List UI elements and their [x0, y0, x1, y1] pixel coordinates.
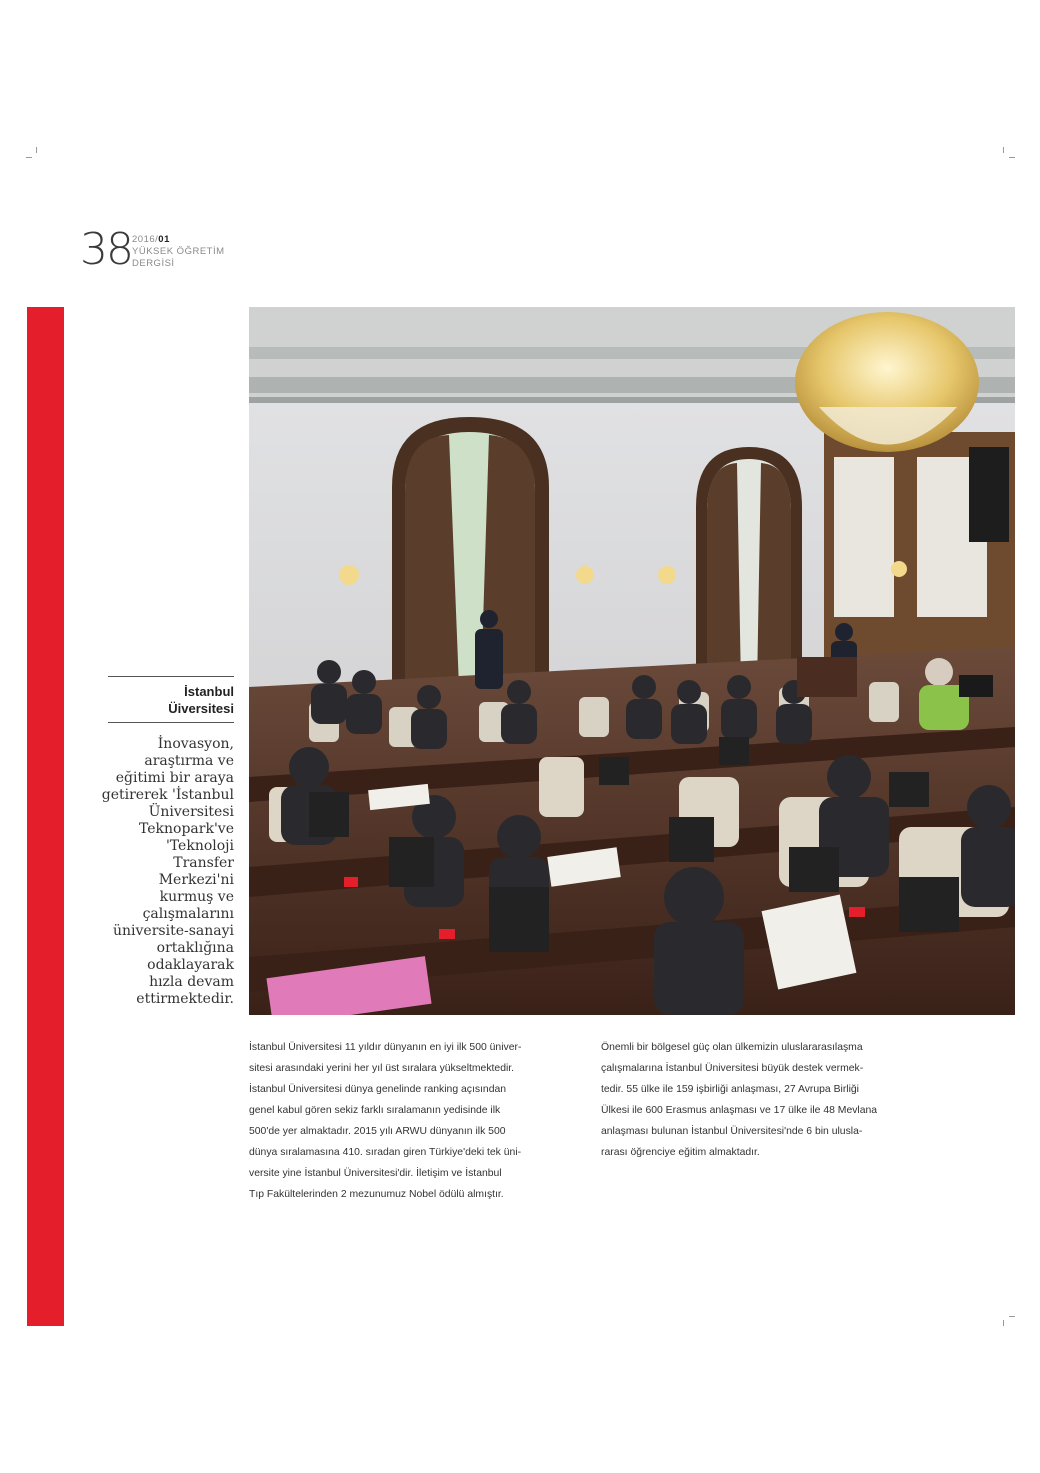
sidebar-quote-line: getirerek 'İstanbul — [101, 787, 234, 803]
body-line: genel kabul gören sekiz farklı sıralamanın yedisinde ilk — [249, 1105, 501, 1116]
body-line: versite yine İstanbul Üniversitesi'dir. İletişim ve İstanbul — [249, 1168, 502, 1179]
body-line: dünya sıralamasına 410. sıradan giren Türkiye'deki tek üni- — [249, 1147, 522, 1158]
sidebar-quote-line: Merkezi'ni — [158, 872, 234, 888]
sidebar-quote-line: çalışmalarını — [142, 906, 234, 922]
camera-operator — [925, 658, 953, 686]
sidebar-quote-line: araştırma ve — [144, 753, 234, 769]
body-column-left — [249, 1037, 569, 1205]
sidebar-quote-line: ettirmektedir. — [136, 991, 234, 1007]
sidebar-quote-line: kurmuş ve — [159, 889, 234, 905]
body-line: tedir. 55 ülke ile 159 işbirliği anlaşması, 27 Avrupa Birliği — [601, 1084, 859, 1095]
issue-block — [132, 234, 225, 270]
red-side-band — [27, 307, 64, 1326]
curtain — [757, 463, 791, 687]
magazine-subtitle: DERGİSİ — [132, 258, 175, 269]
magazine-name: YÜKSEK ÖĞRETİM — [132, 246, 225, 257]
sidebar-quote-line: 'Teknoloji — [165, 838, 234, 854]
padded-panel — [834, 457, 894, 617]
sidebar-quote-line: Teknopark've — [139, 821, 234, 837]
body-line: anlaşması bulunan İstanbul Üniversitesi'nde 6 bin ulusla- — [601, 1126, 863, 1137]
speaker — [969, 447, 1009, 542]
crop-mark — [26, 157, 32, 158]
wall-sconce — [891, 561, 907, 577]
crop-mark — [1009, 157, 1015, 158]
sidebar-title-line: İstanbul — [184, 684, 234, 699]
wall-sconce — [339, 565, 359, 585]
issue-line — [132, 234, 225, 246]
sidebar-quote-line: üniversite-sanayi — [113, 923, 234, 939]
body-column-right — [601, 1037, 921, 1163]
issue-number: 01 — [158, 234, 170, 245]
photo-illustration — [249, 307, 1015, 1015]
video-camera — [959, 675, 993, 697]
crop-mark — [1003, 1320, 1004, 1326]
sidebar-quote-line: Transfer — [173, 855, 234, 871]
sidebar-quote-line: odaklayarak — [147, 957, 234, 973]
body-line: rarası öğrenciye eğitim almaktadır. — [601, 1147, 760, 1158]
conference-hall-photo — [249, 307, 1015, 1015]
page-number: 38 — [80, 224, 132, 275]
issue-year: 2016/ — [132, 234, 159, 245]
sidebar-quote-line: İnovasyon, — [157, 736, 234, 752]
sidebar-rule — [108, 676, 234, 677]
body-line: çalışmalarına İstanbul Üniversitesi büyük destek vermek- — [601, 1063, 864, 1074]
wall-sconce — [576, 566, 594, 584]
crop-mark — [1003, 147, 1004, 153]
wall-sconce — [658, 566, 676, 584]
sidebar-rule — [108, 722, 234, 723]
body-line: Tıp Fakültelerinden 2 mezunumuz Nobel ödülü almıştır. — [249, 1189, 504, 1200]
sidebar-title — [100, 683, 234, 717]
sidebar-quote-line: ortaklığına — [156, 940, 234, 956]
crop-mark — [1009, 1316, 1015, 1317]
curtain — [707, 463, 741, 687]
sidebar-title-line: Üiversitesi — [168, 701, 234, 716]
crop-mark — [36, 147, 37, 153]
body-line: İstanbul Üniversitesi 11 yıldır dünyanın en iyi ilk 500 üniver- — [249, 1042, 522, 1053]
sidebar-quote-line: hızla devam — [149, 974, 234, 990]
sidebar-quote — [96, 736, 234, 1008]
body-line: Ülkesi ile 600 Erasmus anlaşması ve 17 ülke ile 48 Mevlana — [601, 1105, 878, 1116]
body-line: 500'de yer almaktadır. 2015 yılı ARWU dünyanın ilk 500 — [249, 1126, 506, 1137]
body-line: Önemli bir bölgesel güç olan ülkemizin uluslararasılaşma — [601, 1042, 863, 1053]
body-line: sitesi arasındaki yerini her yıl üst sıralara yükseltmektedir. — [249, 1063, 515, 1074]
sidebar-quote-line: eğitimi bir araya — [115, 770, 234, 786]
sidebar-quote-line: Üniversitesi — [148, 804, 234, 820]
body-line: İstanbul Üniversitesi dünya genelinde ranking açısından — [249, 1084, 507, 1095]
podium — [797, 657, 857, 697]
